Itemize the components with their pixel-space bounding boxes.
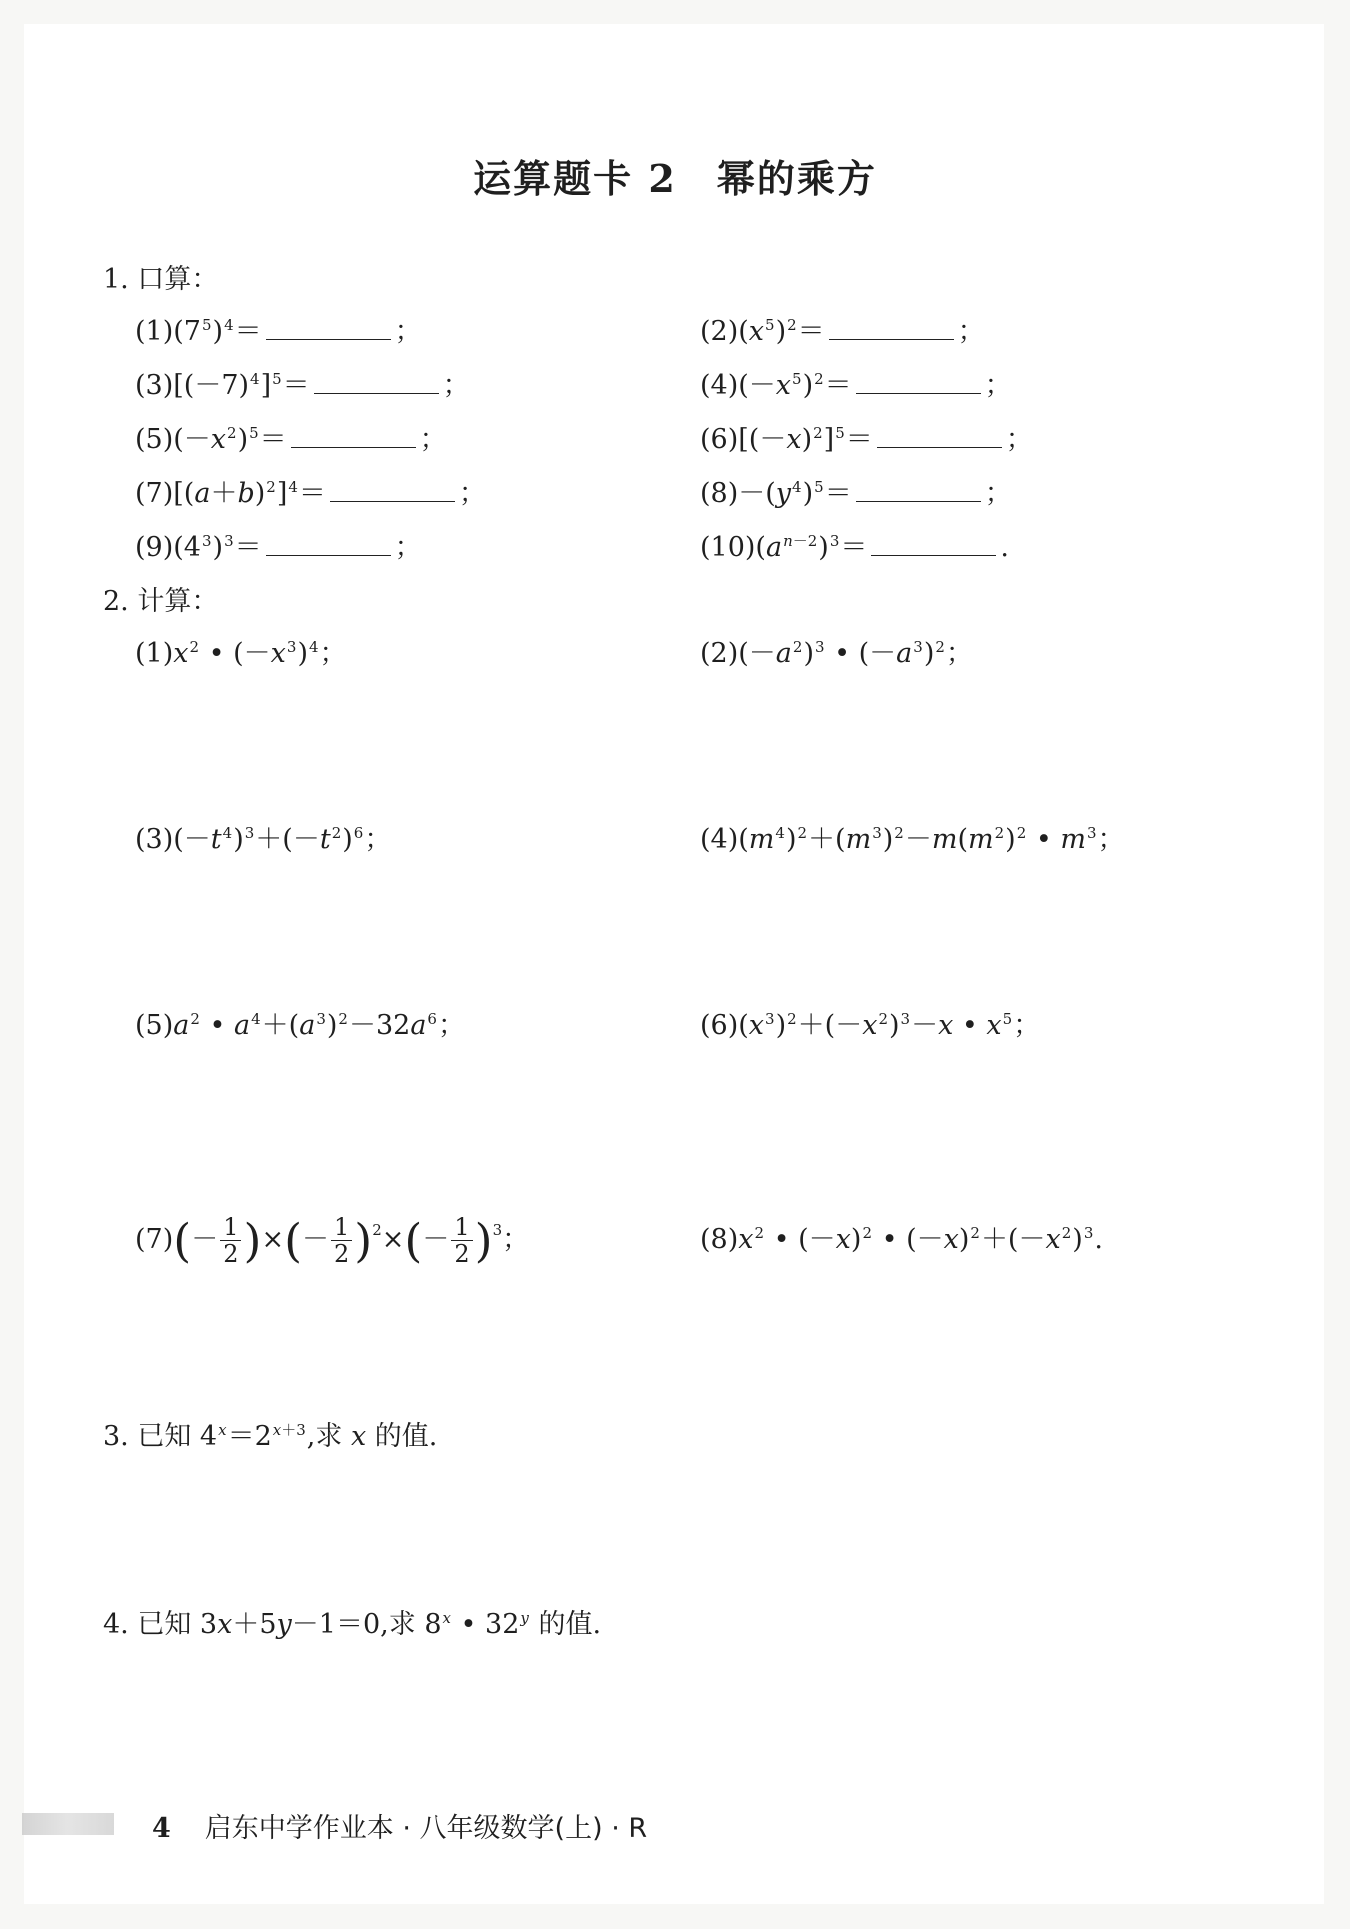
oral-item-10: $(10)(a^{n-2})^3=$ . <box>700 532 1009 563</box>
oral-item-6: $(6)[(-x)^2]^5=$ ； <box>700 424 1033 455</box>
page-number: 4 <box>152 1813 171 1844</box>
section-4-problem: 4. 已知 3x＋5y－1＝0,求 8$^x$ • 32$^y$ 的值. <box>103 1609 602 1640</box>
calc-item-5: $(5)a^2$ • $a^4+(a^3)^2-32a^6$； <box>135 1010 465 1041</box>
oral-item-1: $(1)(7^5)^4=$ ； <box>135 316 422 347</box>
calc-item-4: $(4)(m^4)^2+(m^3)^2-m(m^2)^2$ • $m^3$； <box>700 824 1125 855</box>
oral-item-7: $(7)[(a+b)^2]^4=$ ； <box>135 478 486 509</box>
oral-item-4: $(4)(-x^5)^2=$ ； <box>700 370 1012 401</box>
footer <box>152 1806 647 1845</box>
page-title: 运算题卡 2 幂的乘方 <box>473 156 877 201</box>
calc-item-3: $(3)(-t^4)^3+(-t^2)^6$； <box>135 824 392 855</box>
calc-item-2: $(2)(-a^2)^3$ • $(-a^3)^2$； <box>700 638 973 669</box>
oral-item-5: $(5)(-x^2)^5=$ ； <box>135 424 447 455</box>
oral-item-9: $(9)(4^3)^3=$ ； <box>135 532 422 563</box>
oral-item-2: $(2)(x^5)^2=$ ； <box>700 316 985 347</box>
book-title: 启东中学作业本 · 八年级数学(上) · R <box>204 1813 648 1844</box>
calc-item-1: $(1)x^2$ • $(-x^3)^4$； <box>135 638 347 669</box>
calc-item-8: $(8)x^2$ • $(-x)^2$ • $(-x)^2+(-x^2)^3$. <box>700 1224 1103 1255</box>
section-1-heading: 1. 口算： <box>103 264 219 295</box>
section-3-problem: 3. 已知 $4^x=2^{x+3}$,求 x 的值. <box>103 1421 438 1452</box>
oral-item-3: $(3)[(-7)^4]^5=$ ； <box>135 370 470 401</box>
calc-item-6: $(6)(x^3)^2+(-x^2)^3-x$ • $x^5$； <box>700 1010 1041 1041</box>
calc-item-7: (7)(－ $\frac{1}{2}$ )×(－ $\frac{1}{2}$ )$^2$×(－ $\frac{1}{2}$ )$^3$； <box>135 1213 530 1268</box>
footer-gray-bar <box>22 1813 114 1835</box>
oral-item-8: $(8)-(y^4)^5=$ ； <box>700 478 1012 509</box>
section-2-heading: 2. 计算： <box>103 586 219 617</box>
